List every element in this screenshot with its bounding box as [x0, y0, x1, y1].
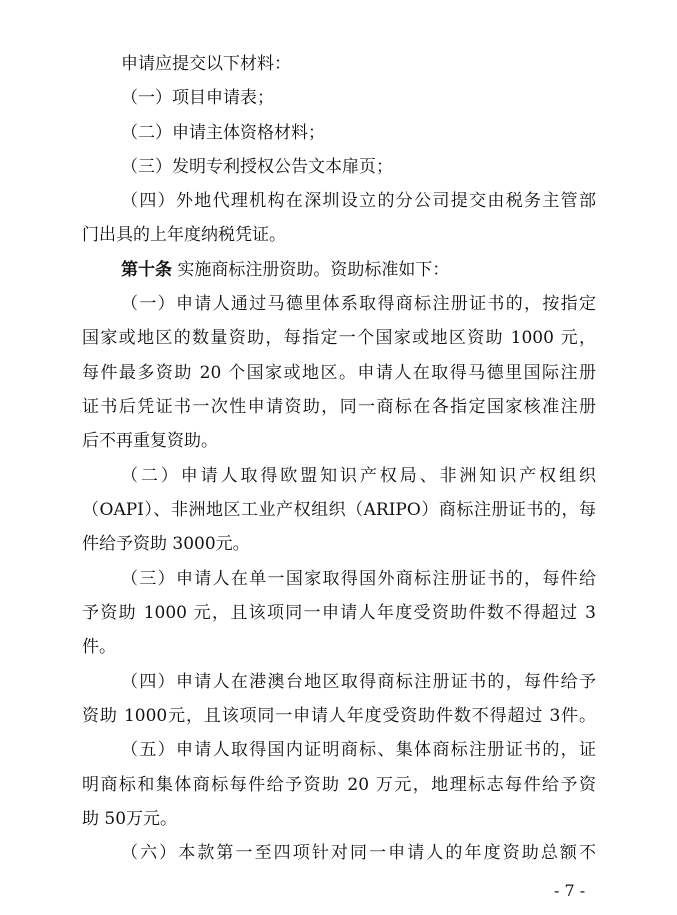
paragraph-line: 证书后凭证书一次性申请资助，同一商标在各指定国家核准注册	[82, 397, 596, 417]
article-text: 实施商标注册资助。资助标准如下：	[177, 260, 450, 280]
paragraph-line: 件给予资助 3000元。	[82, 534, 250, 554]
paragraph-line: （一）申请人通过马德里体系取得商标注册证书的，按指定	[121, 294, 596, 314]
paragraph-line: 资助 1000元，且该项同一申请人年度受资助件数不得超过 3件。	[82, 706, 596, 726]
page-number: - 7 -	[554, 881, 586, 900]
paragraph-line: 国家或地区的数量资助，每指定一个国家或地区资助 1000 元，	[82, 328, 596, 348]
paragraph-line: 助 50万元。	[82, 809, 178, 829]
paragraph-line: （二）申请主体资格材料；	[121, 123, 325, 143]
paragraph-line: 门出具的上年度纳税凭证。	[82, 225, 286, 245]
article-label: 第十条	[121, 260, 172, 280]
paragraph-line: 予资助 1000 元，且该项同一申请人年度受资助件数不得超过 3	[82, 603, 596, 623]
paragraph-line: 明商标和集体商标每件给予资助 20 万元，地理标志每件给予资	[82, 775, 596, 795]
paragraph-line: （五）申请人取得国内证明商标、集体商标注册证书的，证	[121, 740, 596, 760]
paragraph-line: （三）申请人在单一国家取得国外商标注册证书的，每件给	[121, 569, 596, 589]
paragraph-line: （一）项目申请表；	[121, 88, 274, 108]
paragraph-line: （四）外地代理机构在深圳设立的分公司提交由税务主管部	[121, 191, 596, 211]
paragraph-line: 件。	[82, 637, 116, 657]
paragraph-line: （二）申请人取得欧盟知识产权局、非洲知识产权组织	[121, 466, 596, 486]
paragraph-line: （六）本款第一至四项针对同一申请人的年度资助总额不	[121, 843, 596, 863]
paragraph-line: （四）申请人在港澳台地区取得商标注册证书的，每件给予	[121, 672, 596, 692]
paragraph-line: 每件最多资助 20 个国家或地区。申请人在取得马德里国际注册	[82, 363, 596, 383]
paragraph-line: 后不再重复资助。	[82, 431, 218, 451]
article-heading-line	[121, 258, 449, 282]
paragraph-line: （OAPI）、非洲地区工业产权组织（ARIPO）商标注册证书的，每	[82, 500, 596, 520]
paragraph-line: （三）发明专利授权公告文本扉页；	[121, 157, 393, 177]
paragraph-line: 申请应提交以下材料：	[121, 54, 291, 74]
